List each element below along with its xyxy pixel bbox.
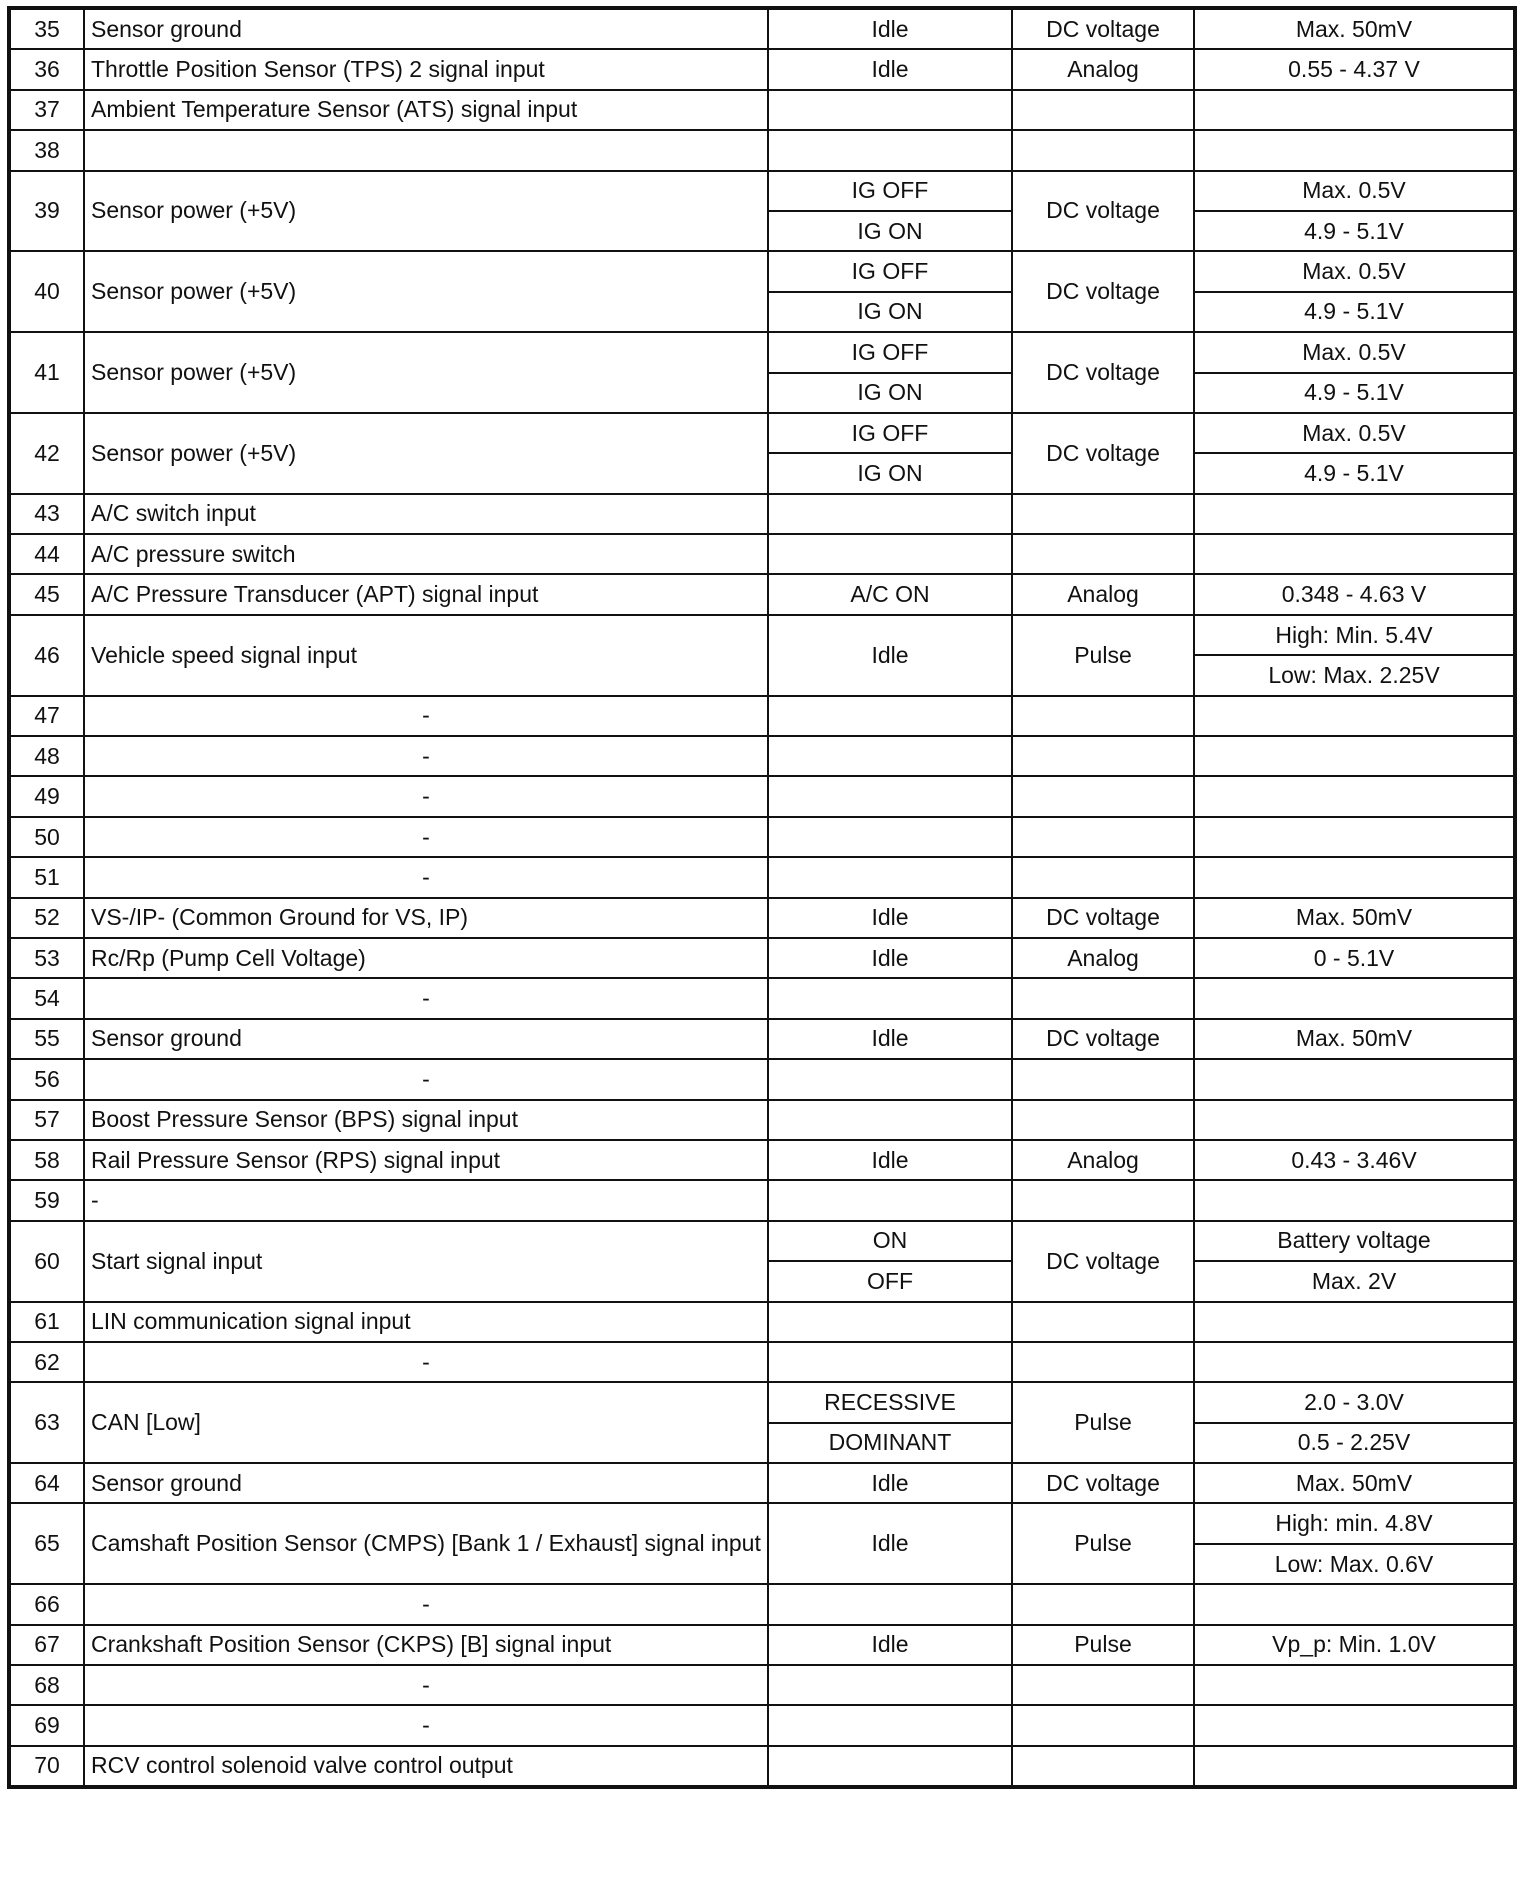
pin-number: 63 — [9, 1382, 84, 1463]
table-row — [9, 1665, 1515, 1705]
condition — [768, 1665, 1012, 1705]
condition — [768, 1584, 1012, 1624]
spec-value: Max. 50mV — [1194, 1019, 1515, 1059]
spec-value — [1194, 1746, 1515, 1787]
condition — [768, 1746, 1012, 1787]
condition — [768, 817, 1012, 857]
table-row — [9, 898, 1515, 938]
table-row — [9, 49, 1515, 89]
condition: OFF — [768, 1261, 1012, 1301]
pin-description: Crankshaft Position Sensor (CKPS) [B] signal input — [84, 1625, 768, 1665]
pin-number: 59 — [9, 1180, 84, 1220]
condition — [768, 736, 1012, 776]
spec-value — [1194, 1180, 1515, 1220]
signal-type: Analog — [1012, 49, 1194, 89]
pin-description: - — [84, 857, 768, 897]
pin-description: - — [84, 776, 768, 816]
pin-number: 43 — [9, 494, 84, 534]
condition: IG OFF — [768, 413, 1012, 453]
condition — [768, 1705, 1012, 1745]
signal-type: DC voltage — [1012, 171, 1194, 252]
pin-description: Sensor power (+5V) — [84, 332, 768, 413]
spec-value: 0.55 - 4.37 V — [1194, 49, 1515, 89]
pin-number: 36 — [9, 49, 84, 89]
condition: Idle — [768, 1625, 1012, 1665]
pin-number: 40 — [9, 251, 84, 332]
table-row — [9, 1705, 1515, 1745]
table-row — [9, 1746, 1515, 1787]
spec-value: 0 - 5.1V — [1194, 938, 1515, 978]
pin-description: - — [84, 1342, 768, 1382]
pin-description: LIN communication signal input — [84, 1302, 768, 1342]
signal-type — [1012, 1100, 1194, 1140]
signal-type — [1012, 130, 1194, 170]
condition: Idle — [768, 1140, 1012, 1180]
pin-description: Camshaft Position Sensor (CMPS) [Bank 1 / Exhaust] signal input — [84, 1503, 768, 1584]
pin-description: RCV control solenoid valve control output — [84, 1746, 768, 1787]
spec-value — [1194, 1705, 1515, 1745]
spec-value — [1194, 130, 1515, 170]
table-row — [9, 534, 1515, 574]
condition: A/C ON — [768, 574, 1012, 614]
condition: Idle — [768, 938, 1012, 978]
spec-value: 4.9 - 5.1V — [1194, 211, 1515, 251]
condition — [768, 978, 1012, 1018]
pin-number: 58 — [9, 1140, 84, 1180]
condition — [768, 1100, 1012, 1140]
table-row — [9, 171, 1515, 211]
spec-value: Max. 0.5V — [1194, 251, 1515, 291]
table-row — [9, 1584, 1515, 1624]
pin-number: 45 — [9, 574, 84, 614]
spec-value: Max. 50mV — [1194, 1463, 1515, 1503]
table-row — [9, 1342, 1515, 1382]
signal-type — [1012, 534, 1194, 574]
condition — [768, 494, 1012, 534]
signal-type — [1012, 1342, 1194, 1382]
condition — [768, 534, 1012, 574]
pin-description: A/C pressure switch — [84, 534, 768, 574]
pin-description: - — [84, 1584, 768, 1624]
spec-value — [1194, 978, 1515, 1018]
pin-description: - — [84, 817, 768, 857]
signal-type — [1012, 1302, 1194, 1342]
pin-description: Sensor power (+5V) — [84, 171, 768, 252]
spec-value — [1194, 534, 1515, 574]
condition — [768, 1342, 1012, 1382]
signal-type — [1012, 857, 1194, 897]
signal-type: Analog — [1012, 938, 1194, 978]
pin-number: 60 — [9, 1221, 84, 1302]
signal-type: Analog — [1012, 1140, 1194, 1180]
signal-type: Pulse — [1012, 615, 1194, 696]
condition — [768, 90, 1012, 130]
pin-number: 47 — [9, 696, 84, 736]
signal-type: DC voltage — [1012, 413, 1194, 494]
table-row — [9, 1302, 1515, 1342]
spec-value — [1194, 776, 1515, 816]
table-row — [9, 1140, 1515, 1180]
pin-description: - — [84, 1180, 768, 1220]
pin-description: Sensor ground — [84, 8, 768, 49]
spec-value: High: min. 4.8V — [1194, 1503, 1515, 1543]
pin-number: 62 — [9, 1342, 84, 1382]
spec-value — [1194, 817, 1515, 857]
condition: IG ON — [768, 453, 1012, 493]
spec-value — [1194, 696, 1515, 736]
spec-value: Max. 0.5V — [1194, 332, 1515, 372]
table-row — [9, 978, 1515, 1018]
signal-type: DC voltage — [1012, 251, 1194, 332]
pin-number: 54 — [9, 978, 84, 1018]
pin-number: 42 — [9, 413, 84, 494]
pin-number: 55 — [9, 1019, 84, 1059]
pin-number: 41 — [9, 332, 84, 413]
condition: Idle — [768, 1019, 1012, 1059]
signal-type: DC voltage — [1012, 898, 1194, 938]
table-row — [9, 817, 1515, 857]
spec-value: 2.0 - 3.0V — [1194, 1382, 1515, 1422]
spec-value: Max. 0.5V — [1194, 171, 1515, 211]
pin-number: 46 — [9, 615, 84, 696]
table-row — [9, 1503, 1515, 1543]
table-row — [9, 1382, 1515, 1422]
pin-description: Vehicle speed signal input — [84, 615, 768, 696]
table-row — [9, 413, 1515, 453]
signal-type: DC voltage — [1012, 1019, 1194, 1059]
pin-number: 35 — [9, 8, 84, 49]
spec-value — [1194, 1584, 1515, 1624]
spec-value: 0.43 - 3.46V — [1194, 1140, 1515, 1180]
pin-description: - — [84, 696, 768, 736]
condition — [768, 1180, 1012, 1220]
condition: Idle — [768, 1463, 1012, 1503]
spec-value — [1194, 857, 1515, 897]
pin-description — [84, 130, 768, 170]
signal-type — [1012, 776, 1194, 816]
signal-type — [1012, 1059, 1194, 1099]
condition: IG ON — [768, 373, 1012, 413]
signal-type — [1012, 978, 1194, 1018]
signal-type: DC voltage — [1012, 332, 1194, 413]
pin-description: - — [84, 736, 768, 776]
signal-type — [1012, 696, 1194, 736]
signal-type — [1012, 1584, 1194, 1624]
signal-type — [1012, 1180, 1194, 1220]
pin-description: Sensor ground — [84, 1019, 768, 1059]
pin-number: 44 — [9, 534, 84, 574]
signal-type — [1012, 1746, 1194, 1787]
pin-specification-table — [7, 6, 1517, 1789]
condition: IG OFF — [768, 251, 1012, 291]
table-row — [9, 90, 1515, 130]
table-row — [9, 130, 1515, 170]
pin-description: - — [84, 1665, 768, 1705]
pin-number: 61 — [9, 1302, 84, 1342]
table-row — [9, 1180, 1515, 1220]
pin-description: CAN [Low] — [84, 1382, 768, 1463]
spec-value: Vp_p: Min. 1.0V — [1194, 1625, 1515, 1665]
condition: DOMINANT — [768, 1423, 1012, 1463]
spec-value: 0.348 - 4.63 V — [1194, 574, 1515, 614]
pin-number: 57 — [9, 1100, 84, 1140]
condition: ON — [768, 1221, 1012, 1261]
pin-number: 51 — [9, 857, 84, 897]
spec-value — [1194, 1100, 1515, 1140]
pin-description: - — [84, 1705, 768, 1745]
table-row — [9, 776, 1515, 816]
condition: RECESSIVE — [768, 1382, 1012, 1422]
signal-type — [1012, 90, 1194, 130]
pin-number: 56 — [9, 1059, 84, 1099]
signal-type — [1012, 736, 1194, 776]
pin-number: 68 — [9, 1665, 84, 1705]
table-row — [9, 332, 1515, 372]
pin-number: 38 — [9, 130, 84, 170]
pin-description: Rail Pressure Sensor (RPS) signal input — [84, 1140, 768, 1180]
spec-value: 4.9 - 5.1V — [1194, 373, 1515, 413]
signal-type: DC voltage — [1012, 1221, 1194, 1302]
spec-value — [1194, 90, 1515, 130]
pin-description: Sensor ground — [84, 1463, 768, 1503]
table-row — [9, 938, 1515, 978]
pin-number: 66 — [9, 1584, 84, 1624]
table-row — [9, 696, 1515, 736]
table-row — [9, 574, 1515, 614]
condition: Idle — [768, 8, 1012, 49]
condition: Idle — [768, 49, 1012, 89]
spec-value — [1194, 1342, 1515, 1382]
table-row — [9, 857, 1515, 897]
condition — [768, 696, 1012, 736]
condition: Idle — [768, 615, 1012, 696]
table-row — [9, 8, 1515, 49]
condition — [768, 130, 1012, 170]
table-row — [9, 1100, 1515, 1140]
pin-description: Start signal input — [84, 1221, 768, 1302]
condition: IG OFF — [768, 171, 1012, 211]
spec-value — [1194, 736, 1515, 776]
spec-value: Max. 50mV — [1194, 898, 1515, 938]
signal-type: Pulse — [1012, 1382, 1194, 1463]
table-row — [9, 1625, 1515, 1665]
signal-type — [1012, 1665, 1194, 1705]
spec-value — [1194, 1665, 1515, 1705]
condition — [768, 1059, 1012, 1099]
pin-number: 64 — [9, 1463, 84, 1503]
spec-value: 0.5 - 2.25V — [1194, 1423, 1515, 1463]
pin-description: - — [84, 978, 768, 1018]
pin-number: 70 — [9, 1746, 84, 1787]
signal-type — [1012, 494, 1194, 534]
pin-number: 48 — [9, 736, 84, 776]
spec-value: High: Min. 5.4V — [1194, 615, 1515, 655]
spec-value — [1194, 494, 1515, 534]
pin-description: Sensor power (+5V) — [84, 413, 768, 494]
signal-type: Analog — [1012, 574, 1194, 614]
pin-number: 49 — [9, 776, 84, 816]
spec-value: Low: Max. 2.25V — [1194, 655, 1515, 695]
pin-number: 65 — [9, 1503, 84, 1584]
condition — [768, 776, 1012, 816]
table-row — [9, 1463, 1515, 1503]
pin-number: 67 — [9, 1625, 84, 1665]
pin-number: 39 — [9, 171, 84, 252]
pin-description: Boost Pressure Sensor (BPS) signal input — [84, 1100, 768, 1140]
table-row — [9, 494, 1515, 534]
spec-value: 4.9 - 5.1V — [1194, 453, 1515, 493]
pin-number: 37 — [9, 90, 84, 130]
signal-type: Pulse — [1012, 1625, 1194, 1665]
pin-number: 52 — [9, 898, 84, 938]
table-row — [9, 1059, 1515, 1099]
signal-type: DC voltage — [1012, 8, 1194, 49]
table-row — [9, 615, 1515, 655]
condition — [768, 1302, 1012, 1342]
condition: IG OFF — [768, 332, 1012, 372]
table-row — [9, 736, 1515, 776]
signal-type — [1012, 1705, 1194, 1745]
pin-description: A/C Pressure Transducer (APT) signal input — [84, 574, 768, 614]
condition: Idle — [768, 898, 1012, 938]
spec-value — [1194, 1302, 1515, 1342]
condition: IG ON — [768, 211, 1012, 251]
table-row — [9, 1221, 1515, 1261]
table-body — [9, 8, 1515, 1787]
table-row — [9, 251, 1515, 291]
pin-description: Throttle Position Sensor (TPS) 2 signal input — [84, 49, 768, 89]
signal-type — [1012, 817, 1194, 857]
spec-value: Low: Max. 0.6V — [1194, 1544, 1515, 1584]
spec-value: Max. 50mV — [1194, 8, 1515, 49]
condition: IG ON — [768, 292, 1012, 332]
pin-number: 69 — [9, 1705, 84, 1745]
pin-number: 53 — [9, 938, 84, 978]
pin-description: - — [84, 1059, 768, 1099]
condition: Idle — [768, 1503, 1012, 1584]
condition — [768, 857, 1012, 897]
pin-description: Rc/Rp (Pump Cell Voltage) — [84, 938, 768, 978]
spec-value — [1194, 1059, 1515, 1099]
signal-type: DC voltage — [1012, 1463, 1194, 1503]
pin-description: Sensor power (+5V) — [84, 251, 768, 332]
signal-type: Pulse — [1012, 1503, 1194, 1584]
pin-number: 50 — [9, 817, 84, 857]
pin-description: Ambient Temperature Sensor (ATS) signal input — [84, 90, 768, 130]
spec-value: Max. 0.5V — [1194, 413, 1515, 453]
pin-description: A/C switch input — [84, 494, 768, 534]
spec-value: Battery voltage — [1194, 1221, 1515, 1261]
table-row — [9, 1019, 1515, 1059]
spec-value: Max. 2V — [1194, 1261, 1515, 1301]
pin-description: VS-/IP- (Common Ground for VS, IP) — [84, 898, 768, 938]
spec-value: 4.9 - 5.1V — [1194, 292, 1515, 332]
